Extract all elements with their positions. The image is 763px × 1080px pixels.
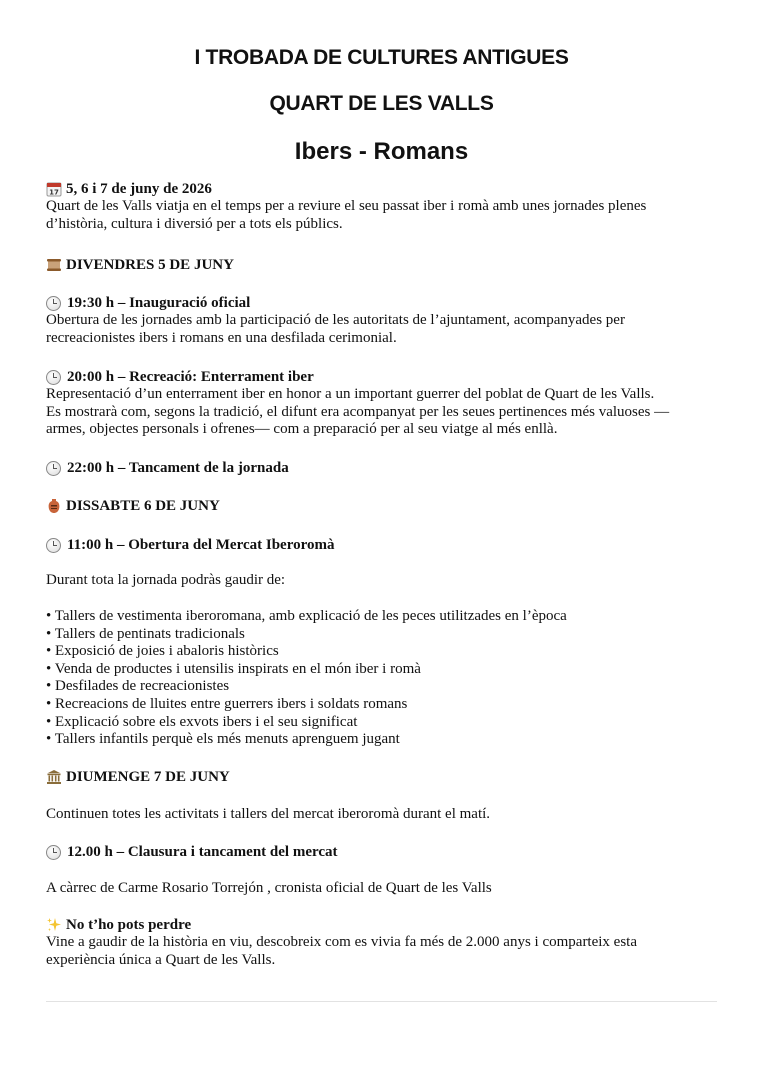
saturday-heading xyxy=(46,497,726,515)
sunday-event xyxy=(46,843,726,861)
list-item: • Recreacions de lluites entre guerrers ibers i soldats romans xyxy=(46,695,408,712)
sunday-heading-label: DIUMENGE 7 DE JUNY xyxy=(66,769,230,785)
event-text-line: Obertura de les jornades amb la participació de les autoritats de l’ajuntament, acompanyades per xyxy=(46,312,625,328)
friday-event-2 xyxy=(46,368,726,439)
clock-icon xyxy=(46,845,61,860)
saturday-heading-label: DISSABTE 6 DE JUNY xyxy=(66,498,220,514)
sunday-lead-text: Continuen totes les activitats i tallers del mercat iberoromà durant el matí. xyxy=(46,806,491,822)
svg-text:17: 17 xyxy=(49,188,59,197)
amphora-icon xyxy=(46,498,62,514)
sparkles-icon xyxy=(46,917,62,933)
footer-divider xyxy=(46,1001,717,1002)
event-title: 20:00 h – Recreació: Enterrament iber xyxy=(67,369,314,385)
intro-section xyxy=(46,180,726,233)
event-title: 22:00 h – Tancament de la jornada xyxy=(67,460,289,476)
clock-icon xyxy=(46,461,61,476)
classical-building-icon xyxy=(46,769,62,785)
sunday-lead xyxy=(46,806,726,824)
friday-heading xyxy=(46,256,726,274)
theme-title: Ibers - Romans xyxy=(294,138,469,165)
list-item: • Venda de productes i utensilis inspirats en el món iber i romà xyxy=(46,660,421,677)
calendar-icon xyxy=(46,181,62,197)
list-item: • Exposició de joies i abaloris històrics xyxy=(46,643,279,660)
event-title: 12.00 h – Clausura i tancament del mercat xyxy=(67,844,338,860)
scroll-icon xyxy=(46,257,62,273)
event-text-line: Representació d’un enterrament iber en honor a un important guerrer del poblat de Quart de les Valls. xyxy=(46,386,655,402)
clock-icon xyxy=(46,296,61,311)
town-title: QUART DE LES VALLS xyxy=(269,92,494,115)
event-title: I TROBADA DE CULTURES ANTIGUES xyxy=(194,46,569,69)
friday-heading-label: DIVENDRES 5 DE JUNY xyxy=(66,257,234,273)
saturday-lead xyxy=(46,572,726,590)
saturday-event xyxy=(46,536,726,554)
event-title: 19:30 h – Inauguració oficial xyxy=(67,295,251,311)
saturday-activities-list xyxy=(46,608,726,749)
intro-date-heading xyxy=(46,180,726,198)
closing-text xyxy=(46,934,726,969)
intro-text xyxy=(46,198,726,233)
intro-text-line: d’història, cultura i diversió per a tots els públics. xyxy=(46,215,343,232)
event-text xyxy=(46,386,726,439)
sunday-heading xyxy=(46,768,726,786)
saturday-lead-text: Durant tota la jornada podràs gaudir de: xyxy=(46,572,286,588)
list-item: • Desfilades de recreacionistes xyxy=(46,678,230,695)
friday-event-1 xyxy=(46,294,726,347)
event-text xyxy=(46,312,726,347)
event-text-line: recreacionistes ibers i romans en una desfilada cerimonial. xyxy=(46,329,397,346)
list-item: • Explicació sobre els exvots ibers i el seu significat xyxy=(46,713,358,730)
clock-icon xyxy=(46,538,61,553)
list-item: • Tallers infantils perquè els més menuts aprenguem jugant xyxy=(46,731,400,748)
intro-text-line: Quart de les Valls viatja en el temps per a reviure el seu passat iber i romà amb unes jornades plenes xyxy=(46,198,647,214)
list-item: • Tallers de pentinats tradicionals xyxy=(46,625,245,642)
list-item: • Tallers de vestimenta iberoromana, amb explicació de les peces utilitzades en l’època xyxy=(46,608,567,624)
friday-event-3 xyxy=(46,459,726,477)
event-text-line: armes, objectes personals i ofrenes— com a preparació per al seu viatge al més enllà. xyxy=(46,421,558,438)
closing-section xyxy=(46,916,726,969)
closing-title: No t’ho pots perdre xyxy=(66,917,192,933)
sunday-event-text xyxy=(46,880,726,898)
closing-text-line: Vine a gaudir de la història en viu, descobreix com es vivia fa més de 2.000 anys i comparteix esta xyxy=(46,934,637,950)
closing-text-line: experiència única a Quart de les Valls. xyxy=(46,951,276,968)
intro-date: 5, 6 i 7 de juny de 2026 xyxy=(66,181,212,197)
event-title: 11:00 h – Obertura del Mercat Iberoromà xyxy=(67,537,335,553)
event-text-line: Es mostrarà com, segons la tradició, el difunt era acompanyat per les seues pertinences més valuoses — xyxy=(46,403,670,420)
clock-icon xyxy=(46,370,61,385)
sunday-event-text-line: A càrrec de Carme Rosario Torrejón , cronista oficial de Quart de les Valls xyxy=(46,880,492,896)
